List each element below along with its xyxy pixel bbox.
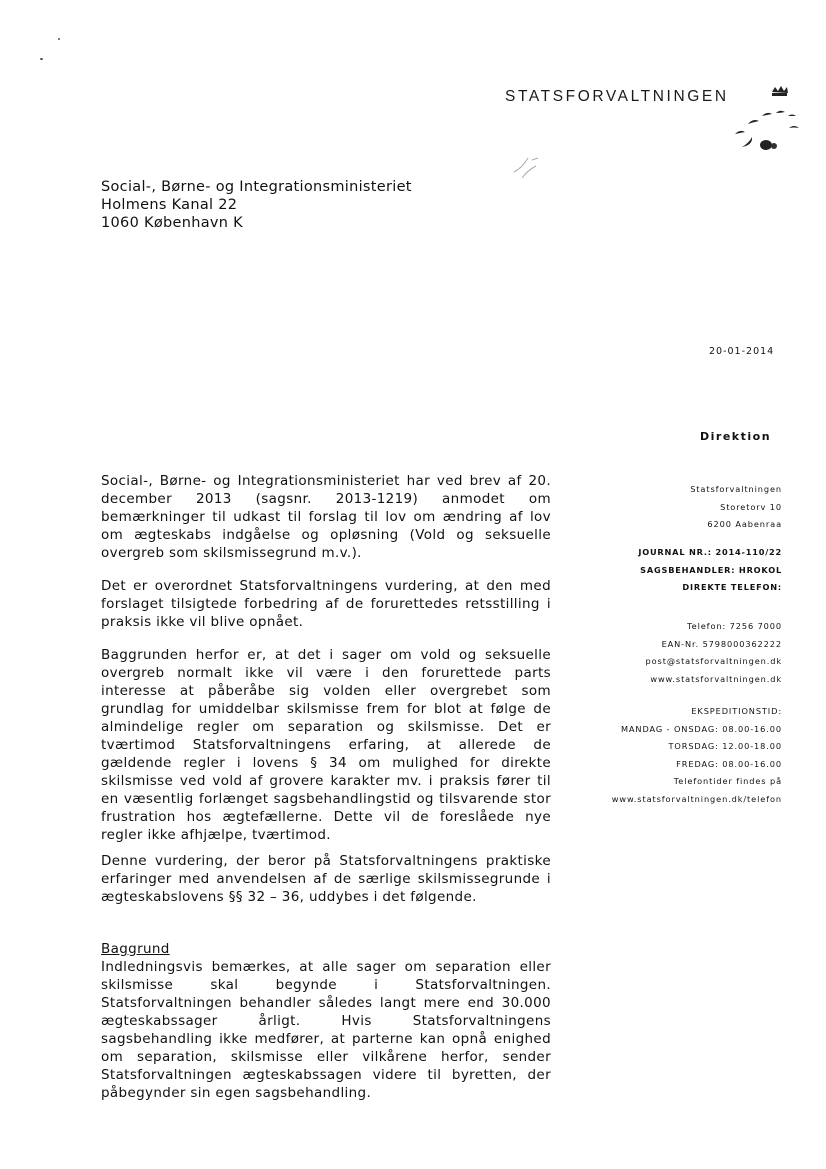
office-hours-heading: EKSPEDITIONSTID: bbox=[691, 706, 782, 716]
journal-info bbox=[638, 544, 782, 597]
letter-date: 20-01-2014 bbox=[709, 346, 775, 357]
office-hours-line: MANDAG - ONSDAG: 08.00-16.00 bbox=[620, 723, 782, 734]
phone-hours-note: Telefontider findes på bbox=[673, 776, 782, 786]
direct-phone-label: DIREKTE TELEFON: bbox=[682, 582, 782, 592]
sender-address bbox=[690, 481, 782, 534]
sender-address-line: 6200 Aabenraa bbox=[707, 519, 782, 529]
office-hours-line: FREDAG: 08.00-16.00 bbox=[676, 758, 782, 769]
recipient-line: 1060 København K bbox=[101, 215, 243, 231]
body-paragraph: Indledningsvis bemærkes, at alle sager om separation eller skilsmisse skal begynde i Statsforvaltningen. Statsforvaltningen behandler således langt mere end 30.000 ægteskabssager årligt. Hvis Statsforvaltningens sagsbehandling ikke medfører, at parterne kan opnå enighed om separation, skilsmisse eller vilkårene herfor, sender Statsforvaltningen ægteskabssagen videre til byretten, der påbegynder sin egen sagsbehandling. bbox=[101, 959, 551, 1101]
scan-speck bbox=[40, 58, 43, 60]
body-paragraph: Social-, Børne- og Integrationsministeriet har ved brev af 20. december 2013 (sagsnr. 2013-1219) anmodet om bemærkninger til udkast til forslag til lov om ændring af lov om ægteskabs indgåelse og opløsning (Vold og seksuelle overgreb som skilsmissegrund m.v.). bbox=[101, 473, 551, 561]
sender-address-line: Statsforvaltningen bbox=[690, 484, 782, 494]
scan-smudge bbox=[512, 150, 552, 180]
office-hours bbox=[612, 703, 782, 808]
recipient-address bbox=[101, 178, 412, 232]
body-paragraph: Baggrunden herfor er, at det i sager om vold og seksuelle overgreb normalt ikke vil være i den forurettede parts interesse at påberåbe sig volden eller overgrebet som grundlag for umiddelbar skilsmisse frem for blot at følge de almindelige regler om separation og skilsmisse. Det er tværtimod Statsforvaltningens erfaring, at allerede de gældende regler i lovens § 34 om mulighed for direkte skilsmisse ved vold af grovere karakter mv. i praksis fører til en væsentlig forlænget sagsbehandlingstid og tilsvarende stor frustration hos ægtefællerne. Dette vil de foreslåede nye regler ikke afhjælpe, tværtimod. bbox=[101, 647, 551, 843]
body-paragraph: Denne vurdering, der beror på Statsforvaltningens praktiske erfaringer med anvendelsen af de særlige skilsmissegrunde i ægteskabslovens §§ 32 – 36, uddybes i det følgende. bbox=[101, 853, 551, 905]
department-label: Direktion bbox=[700, 430, 772, 443]
case-handler: SAGSBEHANDLER: HROKOL bbox=[640, 564, 782, 575]
logo-birds-icon bbox=[726, 84, 806, 160]
scan-speck bbox=[58, 38, 60, 40]
body-paragraph: Det er overordnet Statsforvaltningens vurdering, at den med forslaget tilsigtede forbedring af de forurettedes retsstilling i praksis ikke vil blive opnået. bbox=[101, 578, 551, 630]
sender-address-line: Storetorv 10 bbox=[720, 501, 782, 512]
recipient-line: Social-, Børne- og Integrationsministeriet bbox=[101, 179, 412, 195]
email-address: post@statsforvaltningen.dk bbox=[645, 656, 782, 666]
section-heading: Baggrund bbox=[101, 941, 170, 957]
organization-name: STATSFORVALTNINGEN bbox=[505, 88, 729, 105]
recipient-line: Holmens Kanal 22 bbox=[101, 197, 238, 213]
website-url: www.statsforvaltningen.dk bbox=[650, 673, 782, 684]
office-hours-line: TORSDAG: 12.00-18.00 bbox=[668, 741, 782, 751]
journal-number: JOURNAL NR.: 2014-110/22 bbox=[638, 547, 782, 557]
contact-info bbox=[646, 618, 782, 688]
ean-number: EAN-Nr. 5798000362222 bbox=[661, 638, 782, 649]
phone-hours-url: www.statsforvaltningen.dk/telefon bbox=[611, 793, 782, 804]
background-section bbox=[101, 940, 551, 1102]
phone-number: Telefon: 7256 7000 bbox=[687, 621, 782, 631]
